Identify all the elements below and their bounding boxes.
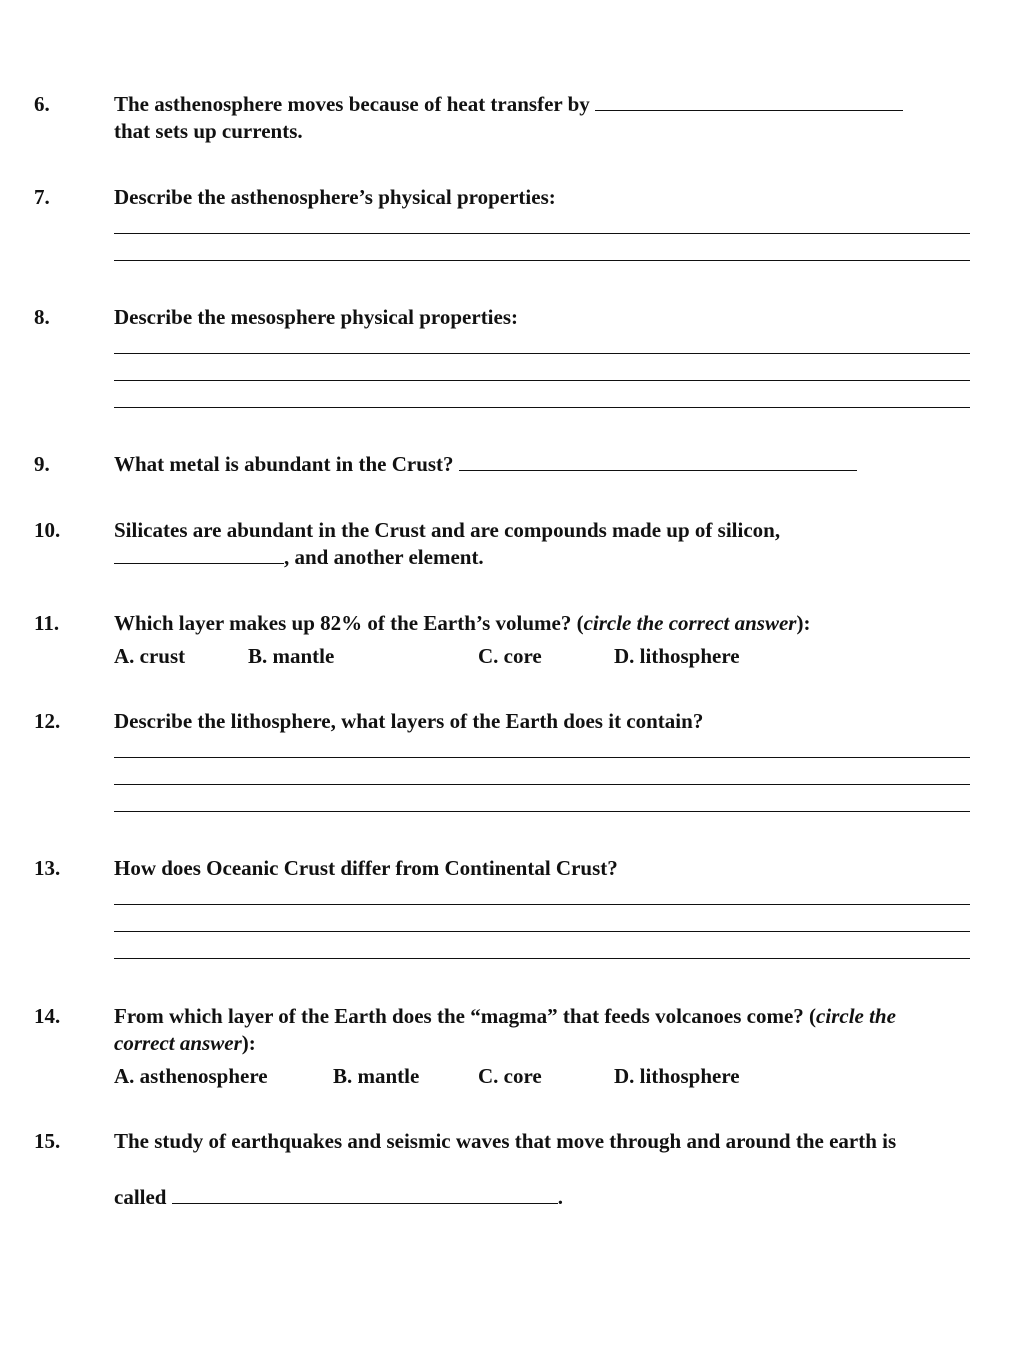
answer-line[interactable]	[114, 784, 970, 785]
instruction-text: circle the	[816, 1004, 896, 1028]
question-text: What metal is abundant in the Crust?	[114, 451, 857, 478]
question-number: 9.	[34, 452, 50, 476]
question-text: How does Oceanic Crust differ from Continental Crust?	[114, 856, 618, 880]
question-number: 8.	[34, 305, 50, 329]
question-number: 7.	[34, 185, 50, 209]
question-text-line2: correct answer):	[114, 1031, 256, 1055]
option-b[interactable]: B. mantle	[248, 644, 335, 668]
answer-line[interactable]	[114, 958, 970, 959]
question-text: Describe the mesosphere physical properties:	[114, 305, 519, 329]
question-text: Describe the asthenosphere’s physical properties:	[114, 185, 556, 209]
answer-line[interactable]	[114, 380, 970, 381]
answer-line[interactable]	[114, 757, 970, 758]
instruction-text: correct answer	[114, 1031, 242, 1055]
answer-blank[interactable]	[172, 1185, 558, 1204]
answer-line[interactable]	[114, 260, 970, 261]
question-text-line2: called .	[114, 1185, 563, 1209]
question-text: Silicates are abundant in the Crust and are compounds made up of silicon,	[114, 518, 781, 542]
option-c[interactable]: C. core	[478, 644, 542, 668]
question-number: 12.	[34, 709, 61, 733]
question-number: 15.	[34, 1129, 61, 1153]
question-number: 10.	[34, 518, 61, 542]
answer-line[interactable]	[114, 931, 970, 932]
option-c[interactable]: C. core	[478, 1064, 542, 1088]
answer-line[interactable]	[114, 353, 970, 354]
question-text-line2: that sets up currents.	[114, 119, 303, 143]
answer-blank[interactable]	[459, 452, 857, 471]
answer-line[interactable]	[114, 233, 970, 234]
instruction-text: circle the correct answer	[583, 611, 797, 635]
question-number: 13.	[34, 856, 61, 880]
option-a[interactable]: A. crust	[114, 644, 186, 668]
question-text: The asthenosphere moves because of heat transfer by	[114, 91, 903, 118]
answer-line[interactable]	[114, 904, 970, 905]
question-text: The study of earthquakes and seismic waves that move through and around the earth is	[114, 1129, 897, 1153]
answer-line[interactable]	[114, 811, 970, 812]
answer-line[interactable]	[114, 407, 970, 408]
option-a[interactable]: A. asthenosphere	[114, 1064, 268, 1088]
answer-blank[interactable]	[114, 545, 284, 564]
question-text: Which layer makes up 82% of the Earth’s volume? (circle the correct answer):	[114, 611, 811, 635]
option-d[interactable]: D. lithosphere	[614, 1064, 740, 1088]
answer-blank[interactable]	[595, 92, 903, 111]
option-b[interactable]: B. mantle	[333, 1064, 420, 1088]
question-number: 6.	[34, 92, 50, 116]
question-number: 11.	[34, 611, 60, 635]
option-d[interactable]: D. lithosphere	[614, 644, 740, 668]
question-text: Describe the lithosphere, what layers of the Earth does it contain?	[114, 709, 704, 733]
question-text-line2: , and another element.	[114, 544, 484, 571]
question-number: 14.	[34, 1004, 61, 1028]
question-text: From which layer of the Earth does the “magma” that feeds volcanoes come? (circle the	[114, 1004, 896, 1028]
